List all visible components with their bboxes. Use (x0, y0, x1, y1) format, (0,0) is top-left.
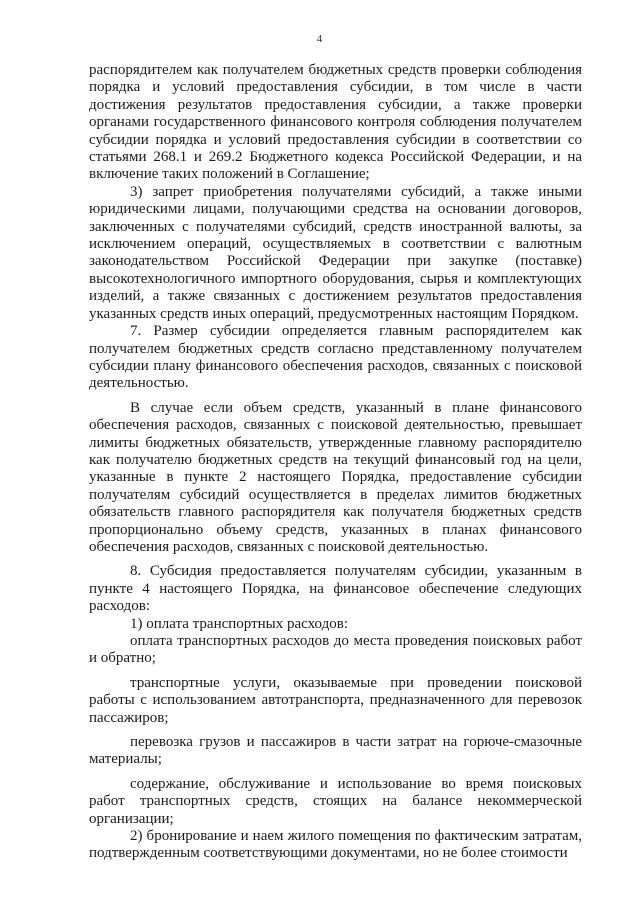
paragraph-sub-2: 2) бронирование и наем жилого помещения по фактическим затратам, подтвержденным соответствующими документами, но не более стоимости (89, 828, 582, 862)
paragraph-item-3: 3) запрет приобретения получателями субсидий, а также иными юридическими лицами, получающими средства на основании договоров, заключенных с получателями субсидий, средств иностранной валюты, за исключением операций, осуществляемых в соответствии с валютным законодательством Российской Федерации при закупке (поставке) высокотехнологичного импортного оборудования, сырья и комплектующих изделий, а также связанных с достижением результатов предоставления указанных средств иных операций, предусмотренных настоящим Порядком. (89, 183, 582, 322)
paragraph-sub-1: 1) оплата транспортных расходов: (130, 615, 348, 632)
paragraph-continuation: распорядителем как получателем бюджетных средств проверки соблюдения порядка и условий предоставления субсидии, в том числе в части достижения результатов предоставления субсидии, а также проверки органами государственного финансового контроля соблюдения получателем субсидии порядка и условий предоставления субсидии в соответствии со статьями 268.1 и 269.2 Бюджетного кодекса Российской Федерации, и на включение таких положений в Соглашение; (89, 62, 582, 183)
paragraph-transport-services: транспортные услуги, оказываемые при проведении поисковой работы с использованием автотранспорта, предназначенного для перевозок пассажиров; (89, 674, 582, 726)
paragraph-item-8: 8. Субсидия предоставляется получателям субсидии, указанным в пункте 4 настоящего Порядка, на финансовое обеспечение следующих расходов: (89, 563, 582, 615)
paragraph-maintenance: содержание, обслуживание и использование во время поисковых работ транспортных средств, стоящих на балансе некоммерческой организации; (89, 775, 582, 827)
paragraph-item-7: 7. Размер субсидии определяется главным распорядителем как получателем бюджетных средств согласно представленному получателем субсидии плану финансового обеспечения расходов, связанных с поисковой деятельностью. (89, 323, 582, 392)
page-number: 4 (316, 33, 323, 45)
paragraph-fuel: перевозка грузов и пассажиров в части затрат на горюче-смазочные материалы; (89, 734, 582, 768)
document-body (89, 62, 582, 863)
paragraph-limits: В случае если объем средств, указанный в плане финансового обеспечения расходов, связанных с поисковой деятельностью, превышает лимиты бюджетных обязательств, утвержденные главному распорядителю как получателю бюджетных средств на текущий финансовый год на цели, указанные в пункте 2 настоящего Порядка, предоставление субсидии получателям субсидий осуществляется в пределах лимитов бюджетных обязательств главного распорядителя как получателя бюджетных средств пропорционально объему средств, указанных в планах финансового обеспечения расходов, связанных с поисковой деятельностью. (89, 399, 582, 555)
paragraph-transport-place: оплата транспортных расходов до места проведения поисковых работ и обратно; (89, 633, 582, 667)
